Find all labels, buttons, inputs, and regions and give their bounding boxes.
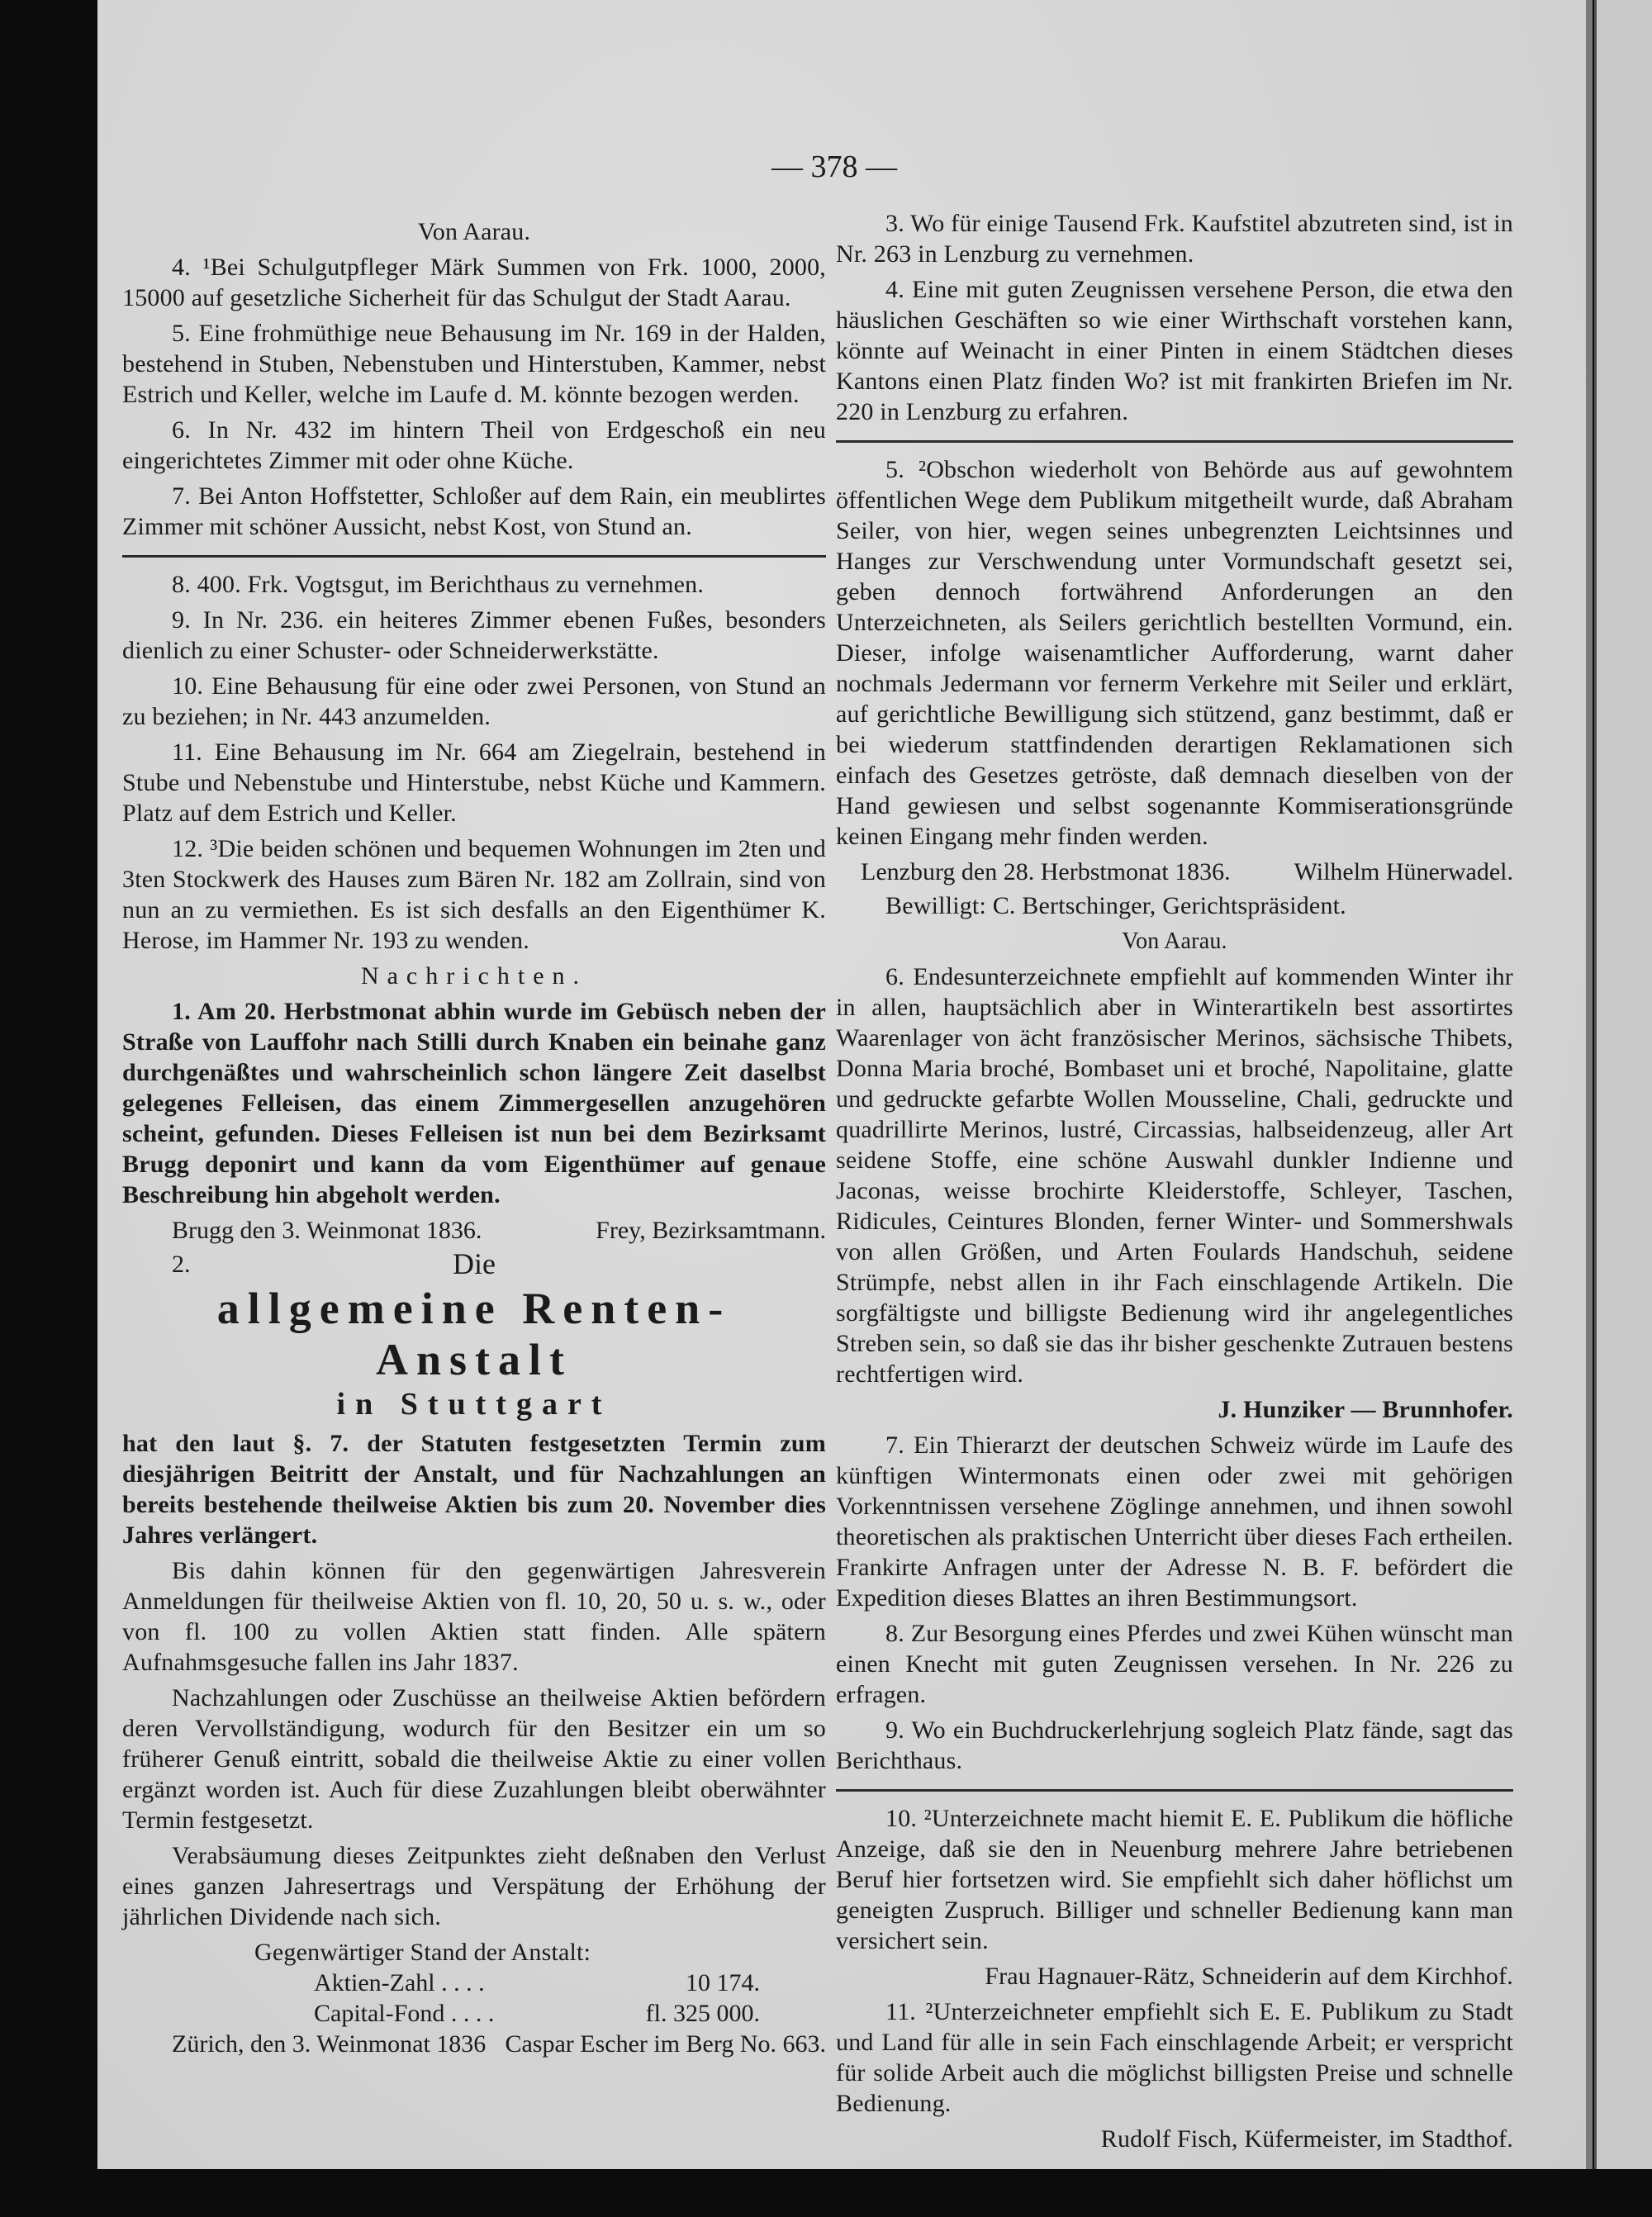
notice-r5-signature: Wilhelm Hünerwadel. xyxy=(1294,858,1513,885)
news-2-date: Zürich, den 3. Weinmonat 1836 xyxy=(172,2030,487,2058)
news-1-footer xyxy=(122,1215,826,1246)
news-2-paragraph-1: hat den laut §. 7. der Statuten festgesetzten Termin zum diesjährigen Beitritt der Anstalt, und für Nachzahlungen an bereits bestehende theilweise Aktien bis zum 20. November dies Jahres verlängert. xyxy=(122,1430,826,1549)
next-page-edge xyxy=(1594,0,1652,2169)
divider xyxy=(836,1789,1513,1792)
notice-6: 6. In Nr. 432 im hintern Theil von Erdgeschoß ein neu eingerichtetes Zimmer mit oder ohne Küche. xyxy=(122,416,826,474)
notice-r8: 8. Zur Besorgung eines Pferdes und zwei Kühen wünscht man einen Knecht mit guten Zeugnissen versehen. In Nr. 226 zu erfragen. xyxy=(836,1620,1513,1708)
news-2-status-heading: Gegenwärtiger Stand der Anstalt: xyxy=(254,1939,591,1966)
notice-r10: 10. ²Unterzeichnete macht hiemit E. E. Publikum die höfliche Anzeige, daß sie den in Neuenburg mehrere Jahre betriebenen Beruf hier fortsetzen wird. Sie empfiehlt sich daher höflichst um geneigten Zuspruch. Billiger und schneller Bedienung kann man versichert sein. xyxy=(836,1805,1513,1954)
section-heading-nachrichten: Nachrichten. xyxy=(360,962,588,990)
notice-8: 8. 400. Frk. Vogtsgut, im Berichthaus zu vernehmen. xyxy=(172,571,705,598)
news-2-signature: Caspar Escher im Berg No. 663. xyxy=(505,2030,826,2058)
news-1-date: Brugg den 3. Weinmonat 1836. xyxy=(172,1217,482,1244)
news-2-subtitle: in Stuttgart xyxy=(336,1387,612,1422)
notice-10: 10. Eine Behausung für eine oder zwei Personen, von Stund an zu beziehen; in Nr. 443 anzumelden. xyxy=(122,672,826,730)
notice-r6: 6. Endesunterzeichnete empfiehlt auf kommenden Winter ihr in allen, hauptsächlich aber in Winterartikeln best assortirtes Waarenlager von ächt französischer Merinos, sächsische Thibets, Donna Maria broché, Bombaset uni et broché, Napolitaine, glatte und gedruckte gefarbte Wollen Mousseline, Chali, gedruckte und quadrillirte Merinos, lustré, Circassias, halbseidenzeug, aller Art seidene Stoffe, eine schöne Auswahl dunkler Indienne und Jaconas, weisse brochirte Kleiderstoffe, Schleyer, Taschen, Ridicules, Ceintures Blonden, ferner Winter- und Sommershwals von allen Größen, und Arten Foulards Handschuh, seidene Strümpfe, nebst allen in ihr Fach einschlagende Artikeln. Die sorgfältigste und billigste Bedienung wird ihr angelegentliches Streben sein, so daß sie das ihr bisher geschenkte Zutrauen bestens rechtfertigen wird. xyxy=(836,963,1513,1388)
notice-11: 11. Eine Behausung im Nr. 664 am Ziegelrain, bestehend in Stube und Nebenstube und Hinterstube, nebst Küche und Kammern. Platz auf dem Estrich und Keller. xyxy=(122,738,826,827)
status-row-capital xyxy=(122,1998,826,2029)
notice-r5-footer xyxy=(836,857,1513,887)
notice-r4: 4. Eine mit guten Zeugnissen versehene Person, die etwa den häuslichen Geschäften so wie einer Wirthschaft vorstehen kann, könnte auf Weinacht in einer Pinten in einem Städtchen dieses Kantons einen Platz finden Wo? ist mit frankirten Briefen im Nr. 220 in Lenzburg zu erfahren. xyxy=(836,276,1513,425)
news-2-die: Die xyxy=(453,1247,496,1280)
notice-12: 12. ³Die beiden schönen und bequemen Wohnungen im 2ten und 3ten Stockwerk des Hauses zum Bären Nr. 182 am Zollrain, sind von nun an zu vermiethen. Es ist sich desfalls an den Eigenthümer K. Herose, im Hammer Nr. 193 zu wenden. xyxy=(122,835,826,954)
divider xyxy=(122,555,826,558)
section-heading-von-aarau: Von Aarau. xyxy=(417,218,531,245)
status-row-shares xyxy=(122,1968,826,1998)
notice-r5-approved: Bewilligt: C. Bertschinger, Gerichtspräsident. xyxy=(885,892,1346,919)
notice-r7: 7. Ein Thierarzt der deutschen Schweiz würde im Laufe des künftigen Wintermonats einen oder zwei mit gehörigen Vorkenntnissen versehene Zöglinge annehmen, und ihnen sowohl theoretischen als praktischen Unterricht über dieses Fach ertheilen. Frankirte Anfragen unter der Adresse N. B. F. befördert die Expedition dieses Blattes an ihren Bestimmungsort. xyxy=(836,1431,1513,1612)
status-value-capital: fl. 325 000. xyxy=(645,2000,760,2027)
right-column xyxy=(836,208,1513,2159)
notice-9: 9. In Nr. 236. ein heiteres Zimmer ebenen Fußes, besonders dienlich zu einer Schuster- oder Schneiderwerkstätte. xyxy=(122,606,826,664)
page-number: — 378 — xyxy=(771,150,897,184)
divider xyxy=(836,440,1513,443)
status-label-shares: Aktien-Zahl . . . . xyxy=(314,1969,485,1996)
news-2-paragraph-2: Bis dahin können für den gegenwärtigen Jahresverein Anmeldungen für theilweise Aktien von fl. 10, 20, 50 u. s. w., oder von fl. 100 zu vollen Aktien statt finden. Alle spätern Aufnahmsgesuche fallen ins Jahr 1837. xyxy=(122,1557,826,1676)
notice-r11: 11. ²Unterzeichneter empfiehlt sich E. E. Publikum zu Stadt und Land für alle in sein Fach einschlagende Arbeit; er verspricht für solide Arbeit auch die möglichst billigsten Preise und schnelle Bedienung. xyxy=(836,1998,1513,2117)
news-2-header xyxy=(122,1249,826,1279)
section-heading-von-aarau-right: Von Aarau. xyxy=(1122,928,1227,954)
page-gutter xyxy=(1586,0,1593,2169)
notice-4: 4. ¹Bei Schulgutpfleger Märk Summen von Frk. 1000, 2000, 15000 auf gesetzliche Sicherheit für das Schulgut der Stadt Aarau. xyxy=(122,254,826,311)
news-2-title: allgemeine Renten-Anstalt xyxy=(216,1284,732,1384)
notice-r11-signature: Rudolf Fisch, Küfermeister, im Stadthof. xyxy=(1100,2125,1513,2153)
left-column xyxy=(122,216,826,2063)
status-value-shares: 10 174. xyxy=(686,1969,760,1996)
news-2-footer xyxy=(122,2029,826,2059)
notice-7: 7. Bei Anton Hoffstetter, Schloßer auf dem Rain, ein meublirtes Zimmer mit schöner Aussicht, nebst Kost, von Stund an. xyxy=(122,482,826,540)
status-label-capital: Capital-Fond . . . . xyxy=(314,2000,495,2027)
notice-r5-date: Lenzburg den 28. Herbstmonat 1836. xyxy=(861,858,1231,885)
notice-r6-signature: J. Hunziker — Brunnhofer. xyxy=(1218,1396,1513,1423)
news-2-number: 2. xyxy=(172,1251,191,1278)
notice-r9: 9. Wo ein Buchdruckerlehrjung sogleich Platz fände, sagt das Berichthaus. xyxy=(836,1716,1513,1774)
news-1-signature: Frey, Bezirksamtmann. xyxy=(596,1217,826,1244)
news-1: 1. Am 20. Herbstmonat abhin wurde im Gebüsch neben der Straße von Lauffohr nach Stilli durch Knaben ein beinahe ganz durchgenäßtes und wahrscheinlich schon längere Zeit daselbst gelegenes Felleisen, das einem Zimmergesellen anzugehören scheint, gefunden. Dieses Felleisen ist nun bei dem Bezirksamt Brugg deponirt und kann da vom Eigenthümer auf genaue Beschreibung hin abgeholt werden. xyxy=(122,998,826,1208)
news-2-paragraph-3: Nachzahlungen oder Zuschüsse an theilweise Aktien befördern deren Vervollständigung, wodurch für den Besitzer ein um so früherer Genuß eintritt, sobald die theilweise Aktie zu einer vollen ergänzt worden ist. Auch für diese Zuzahlungen bleibt oberwähnter Termin festgesetzt. xyxy=(122,1684,826,1834)
notice-r10-signature: Frau Hagnauer-Rätz, Schneiderin auf dem Kirchhof. xyxy=(985,1963,1513,1990)
notice-r3: 3. Wo für einige Tausend Frk. Kaufstitel abzutreten sind, ist in Nr. 263 in Lenzburg zu vernehmen. xyxy=(836,210,1513,268)
news-2-paragraph-4: Verabsäumung dieses Zeitpunktes zieht deßnaben den Verlust eines ganzen Jahresertrags und Verspätung der Erhöhung der jährlichen Dividende nach sich. xyxy=(122,1842,826,1930)
notice-5: 5. Eine frohmüthige neue Behausung im Nr. 169 in der Halden, bestehend in Stuben, Nebenstuben und Hinterstuben, Kammer, nebst Estrich und Keller, welche im Laufe d. M. könnte bezogen werden. xyxy=(122,320,826,408)
notice-r5: 5. ²Obschon wiederholt von Behörde aus auf gewohntem öffentlichen Wege dem Publikum mitgetheilt wurde, daß Abraham Seiler, von hier, wegen seines unbegrenzten Leichtsinnes und Hanges zur Verschwendung unter Vormundschaft gesetzt sei, geben dennoch fortwährend Anforderungen an den Unterzeichneten, als Seilers gerichtlich bestellten Vormund, ein. Dieser, infolge waisenamtlicher Aufforderung, warnt daher nochmals Jedermann vor fernerm Verkehre mit Seiler und erklärt, auf gerichtliche Bewilligung sich stützend, ganz bestimmt, daß er bei wiederum stattfindenden derartigen Reklamationen sich einfach des Gesetzes getröste, daß demnach dieselben von der Hand gewiesen und selbst sogenannte Kommiserationsgründe keinen Eingang mehr finden werden. xyxy=(836,456,1513,850)
